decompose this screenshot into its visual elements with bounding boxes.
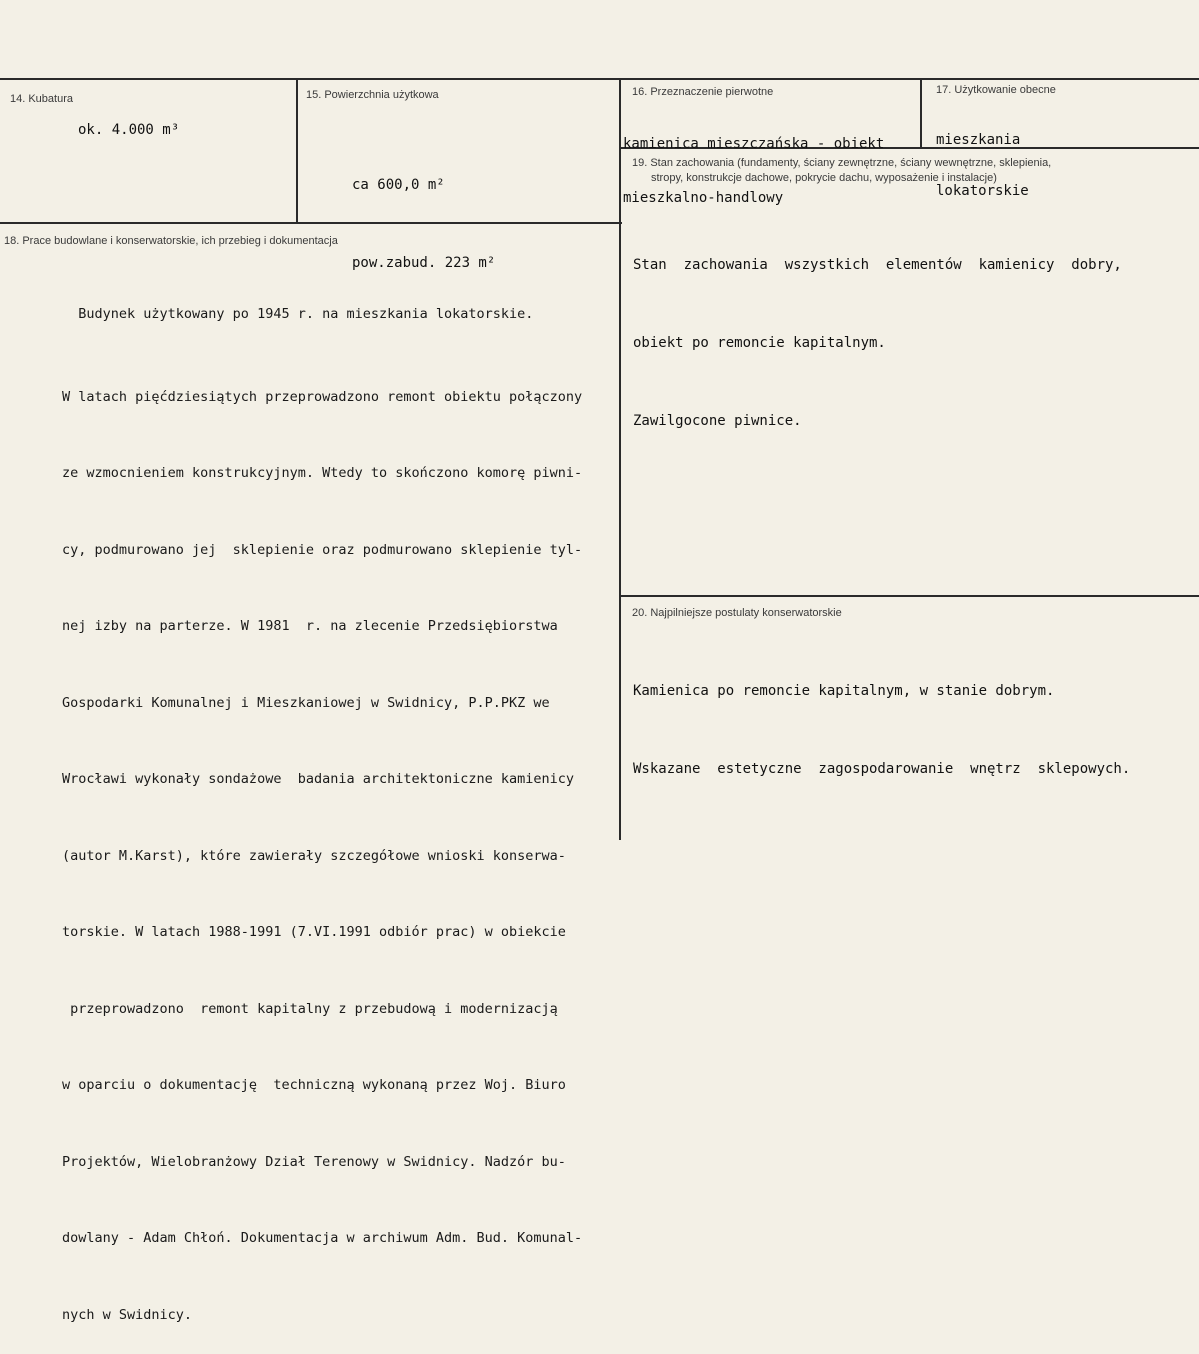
prace-line: nej izby na parterze. W 1981 r. na zlecenie Przedsiębiorstwa	[62, 618, 558, 634]
stan-text	[633, 200, 1122, 460]
prace-line: dowlany - Adam Chłoń. Dokumentacja w archiwum Adm. Bud. Komunal-	[62, 1230, 583, 1246]
prace-line: Wrocławi wykonały sondażowe badania architektoniczne kamienicy	[62, 771, 575, 787]
prace-line: cy, podmurowano jej sklepienie oraz podmurowano sklepienie tyl-	[62, 541, 583, 558]
prace-label: 18. Prace budowlane i konserwatorskie, ich przebieg i dokumentacja	[4, 235, 338, 247]
przeznaczenie-line: mieszkalno-handlowy	[623, 190, 784, 206]
prace-text	[62, 251, 582, 1354]
prace-line: przeprowadzono remont kapitalny z przebudową i modernizacją	[62, 1000, 558, 1017]
powierzchnia-label: 15. Powierzchnia użytkowa	[306, 89, 439, 101]
kubatura-value: ok. 4.000 m³	[78, 122, 180, 138]
uzytkowanie-line: lokatorskie	[936, 183, 1029, 199]
uzytkowanie-line: mieszkania	[936, 132, 1021, 148]
stan-label-line: 19. Stan zachowania (fundamenty, ściany zewnętrzne, ściany wewnętrzne, sklepienia,	[632, 157, 1052, 169]
prace-line: nych w Swidnicy.	[62, 1306, 193, 1323]
postulaty-line: Wskazane estetyczne zagospodarowanie wnętrz sklepowych.	[633, 761, 1131, 777]
prace-line: (autor M.Karst), które zawierały szczegółowe wnioski konserwa-	[62, 847, 566, 864]
prace-line: Budynek użytkowany po 1945 r. na mieszkania lokatorskie.	[62, 306, 534, 322]
divider-16-17	[920, 78, 922, 148]
stan-label	[632, 156, 1051, 186]
top-rule	[0, 78, 1199, 80]
przeznaczenie-label: 16. Przeznaczenie pierwotne	[632, 86, 774, 98]
prace-line: w oparciu o dokumentację techniczną wykonaną przez Woj. Biuro	[62, 1077, 566, 1093]
divider-14-15	[296, 78, 298, 223]
powierzchnia-line: pow.zabud. 223 m²	[352, 255, 496, 271]
uzytkowanie-label: 17. Użytkowanie obecne	[936, 84, 1056, 96]
stan-label-line: stropy, konstrukcje dachowe, pokrycie dachu, wyposażenie i instalacje)	[651, 172, 997, 184]
stan-line: Zawilgocone piwnice.	[633, 413, 802, 429]
middle-rule-left	[0, 222, 622, 224]
postulaty-line: Kamienica po remoncie kapitalnym, w stanie dobrym.	[633, 683, 1055, 699]
postulaty-text	[633, 626, 1130, 808]
przeznaczenie-line: kamienica mieszczańska - obiekt	[623, 136, 885, 152]
postulaty-label: 20. Najpilniejsze postulaty konserwatorskie	[632, 607, 842, 619]
prace-line: Gospodarki Komunalnej i Mieszkaniowej w Swidnicy, P.P.PKZ we	[62, 694, 550, 711]
kubatura-label: 14. Kubatura	[10, 93, 73, 105]
prace-line: Projektów, Wielobranżowy Dział Terenowy w Swidnicy. Nadzór bu-	[62, 1153, 566, 1170]
divider-main-vertical	[619, 78, 621, 840]
powierzchnia-line: ca 600,0 m²	[352, 177, 445, 193]
stan-line: obiekt po remoncie kapitalnym.	[633, 335, 886, 351]
prace-line: ze wzmocnieniem konstrukcyjnym. Wtedy to skończono komorę piwni-	[62, 465, 583, 481]
prace-line: torskie. W latach 1988-1991 (7.VI.1991 odbiór prac) w obiekcie	[62, 924, 566, 940]
rule-above-20	[620, 595, 1199, 597]
stan-line: Stan zachowania wszystkich elementów kamienicy dobry,	[633, 257, 1122, 273]
prace-line: W latach pięćdziesiątych przeprowadzono remont obiektu połączony	[62, 388, 583, 405]
